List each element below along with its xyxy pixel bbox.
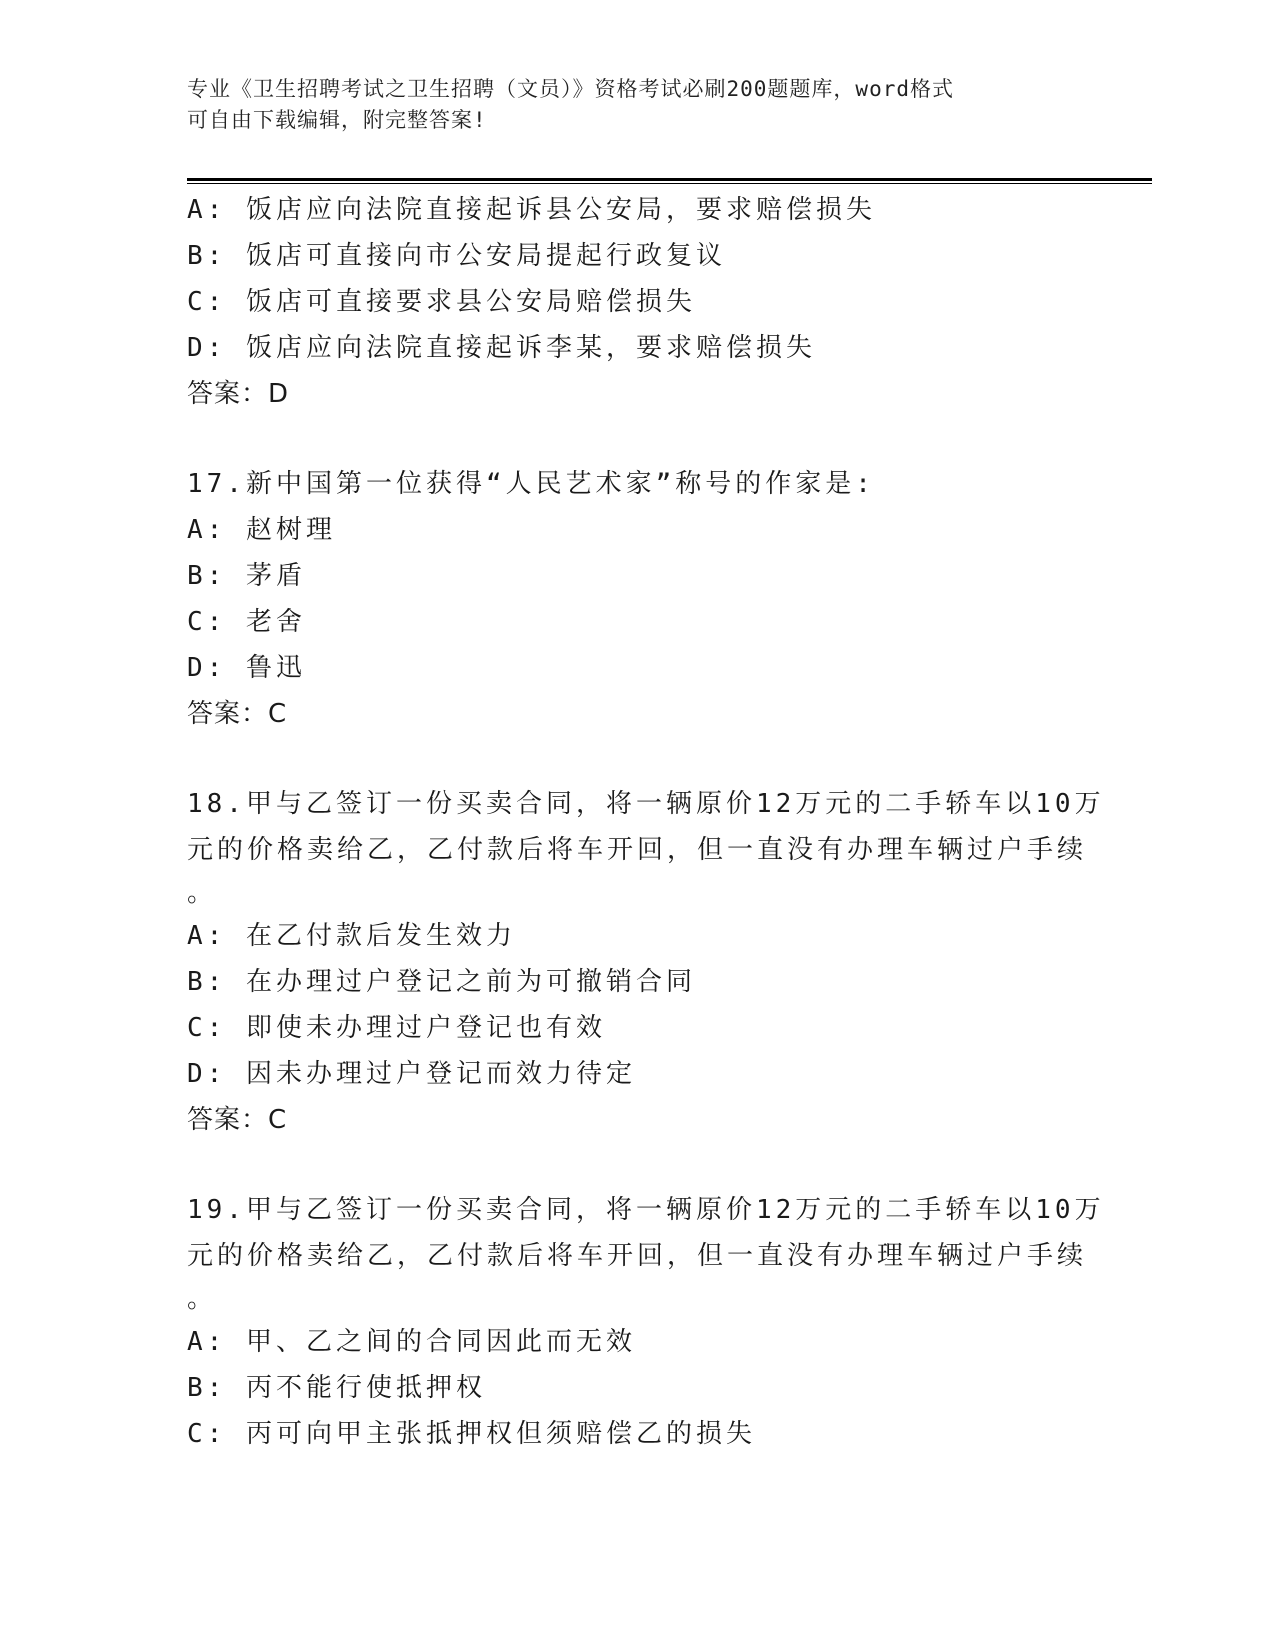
option-a: A: 在乙付款后发生效力 [187,921,516,951]
option-d: D: 因未办理过户登记而效力待定 [187,1059,636,1089]
option-b: B: 丙不能行使抵押权 [187,1373,486,1403]
question-18 [187,781,1105,1143]
header-divider-thick [187,178,1152,181]
question-stem-line-1: 19.甲与乙签订一份买卖合同，将一辆原价12万元的二手轿车以10万 [187,1195,1105,1225]
option-c: C: 即使未办理过户登记也有效 [187,1013,606,1043]
option-c: C: 丙可向甲主张抵押权但须赔偿乙的损失 [187,1419,756,1449]
header-divider-thin [187,183,1152,184]
option-b: B: 茅盾 [187,561,306,591]
answer: 答案：C [187,699,288,729]
header-line-1: 专业《卫生招聘考试之卫生招聘（文员）》资格考试必刷200题题库，word格式 [187,77,954,101]
option-a: A: 赵树理 [187,515,336,545]
question-stem-line-3: 。 [187,1284,214,1314]
header-line-2: 可自由下载编辑，附完整答案! [187,108,487,132]
spacer [187,737,1087,781]
option-a: A: 甲、乙之间的合同因此而无效 [187,1327,636,1357]
document-header [187,74,1077,136]
question-stem-line-2: 元的价格卖给乙，乙付款后将车开回，但一直没有办理车辆过户手续 [187,835,1088,865]
option-d: D: 饭店应向法院直接起诉李某，要求赔偿损失 [187,333,816,363]
question-stem-line-3: 。 [187,878,214,908]
spacer [187,1143,1087,1187]
answer: 答案：C [187,1105,288,1135]
question-16 [187,187,1087,417]
question-stem: 17.新中国第一位获得“人民艺术家”称号的作家是: [187,469,875,499]
spacer [187,417,1087,461]
question-stem-line-2: 元的价格卖给乙，乙付款后将车开回，但一直没有办理车辆过户手续 [187,1241,1088,1271]
question-19 [187,1187,1105,1457]
option-d: D: 鲁迅 [187,653,306,683]
option-b: B: 饭店可直接向市公安局提起行政复议 [187,241,726,271]
option-b: B: 在办理过户登记之前为可撤销合同 [187,967,696,997]
option-c: C: 老舍 [187,607,306,637]
question-list [187,187,1105,1457]
option-c: C: 饭店可直接要求县公安局赔偿损失 [187,287,696,317]
question-stem-line-1: 18.甲与乙签订一份买卖合同，将一辆原价12万元的二手轿车以10万 [187,789,1105,819]
option-a: A: 饭店应向法院直接起诉县公安局，要求赔偿损失 [187,195,876,225]
answer: 答案：D [187,379,290,409]
question-17 [187,461,1087,737]
